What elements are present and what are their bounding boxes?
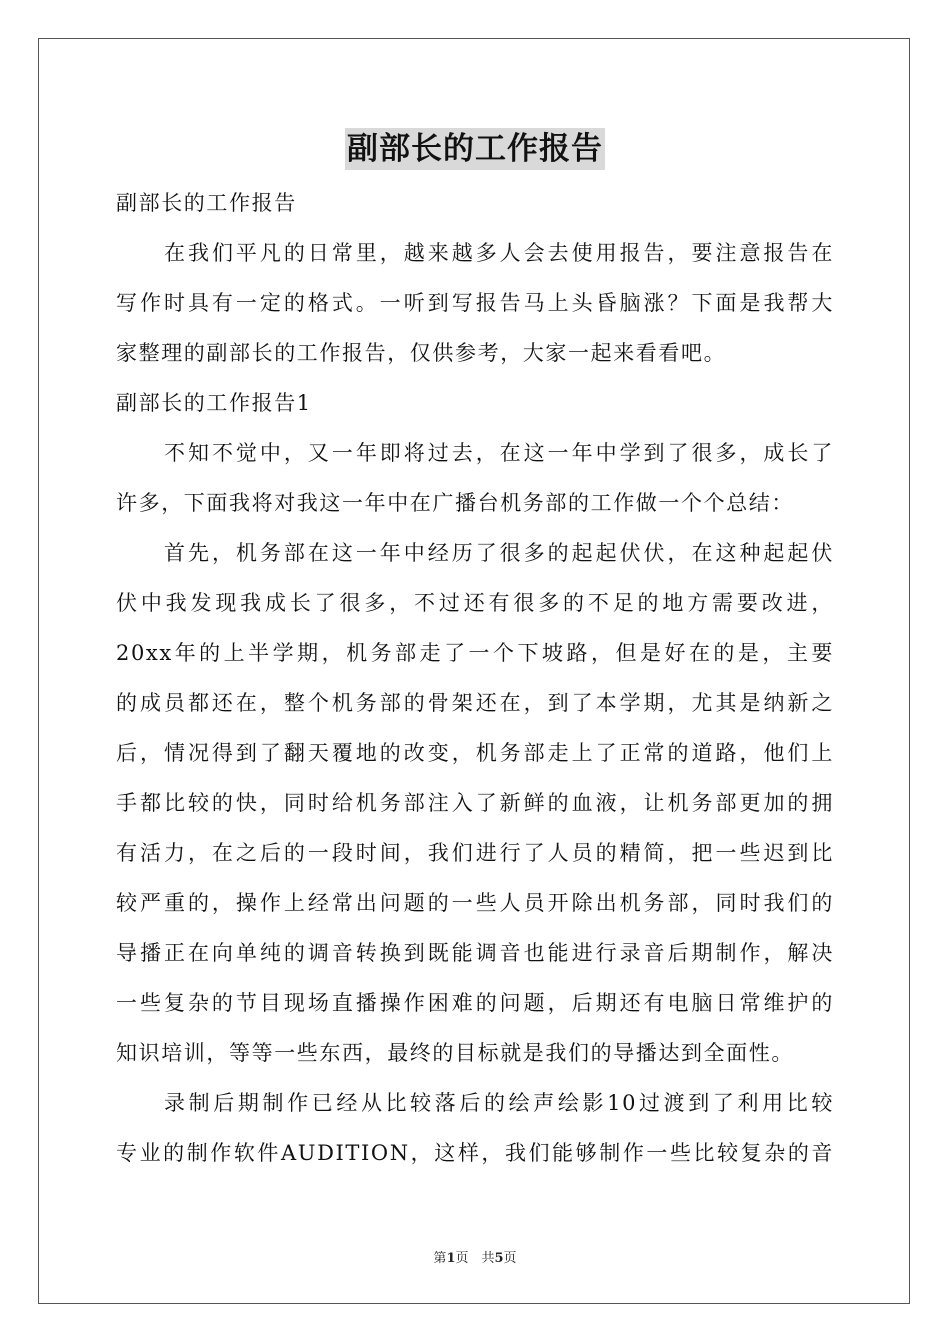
footer-mid: 页 共 — [455, 1251, 495, 1266]
text-line: 后，情况得到了翻天覆地的改变，机务部走上了正常的道路，他们上 — [116, 741, 834, 765]
title-container — [0, 128, 950, 170]
text-line: 的成员都还在，整个机务部的骨架还在，到了本学期，尤其是纳新之 — [116, 691, 834, 715]
text-line: 有活力，在之后的一段时间，我们进行了人员的精简，把一些迟到比 — [116, 841, 834, 865]
text-line: 导播正在向单纯的调音转换到既能调音也能进行录音后期制作，解决 — [116, 941, 834, 965]
text-line: 专业的制作软件AUDITION，这样，我们能够制作一些比较复杂的音 — [116, 1141, 834, 1165]
text-line: 许多，下面我将对我这一年中在广播台机务部的工作做一个个总结： — [116, 491, 794, 515]
text-line: 副部长的工作报告1 — [116, 391, 312, 415]
text-line: 录制后期制作已经从比较落后的绘声绘影10过渡到了利用比较 — [164, 1091, 834, 1115]
text-line: 首先，机务部在这一年中经历了很多的起起伏伏，在这种起起伏 — [164, 541, 834, 565]
footer-suffix: 页 — [503, 1251, 517, 1266]
text-line: 在我们平凡的日常里，越来越多人会去使用报告，要注意报告在 — [164, 241, 834, 265]
document-title: 副部长的工作报告 — [345, 128, 605, 170]
text-line: 20xx年的上半学期，机务部走了一个下坡路，但是好在的是，主要 — [116, 641, 834, 665]
footer-prefix: 第 — [433, 1251, 447, 1266]
text-line: 写作时具有一定的格式。一听到写报告马上头昏脑涨？下面是我帮大 — [116, 291, 834, 315]
text-line: 一些复杂的节目现场直播操作困难的问题，后期还有电脑日常维护的 — [116, 991, 834, 1015]
page-footer — [0, 1247, 950, 1266]
text-line: 手都比较的快，同时给机务部注入了新鲜的血液，让机务部更加的拥 — [116, 791, 834, 815]
text-line: 伏中我发现我成长了很多，不过还有很多的不足的地方需要改进， — [116, 591, 834, 615]
text-line: 较严重的，操作上经常出问题的一些人员开除出机务部，同时我们的 — [116, 891, 834, 915]
text-line: 知识培训，等等一些东西，最终的目标就是我们的导播达到全面性。 — [116, 1041, 794, 1065]
text-line: 副部长的工作报告 — [116, 191, 297, 215]
text-line: 家整理的副部长的工作报告，仅供参考，大家一起来看看吧。 — [116, 341, 727, 365]
footer-current-page: 1 — [446, 1251, 456, 1266]
text-line: 不知不觉中，又一年即将过去，在这一年中学到了很多，成长了 — [164, 441, 834, 465]
document-body — [116, 178, 834, 1178]
footer-total-pages: 5 — [494, 1251, 504, 1266]
